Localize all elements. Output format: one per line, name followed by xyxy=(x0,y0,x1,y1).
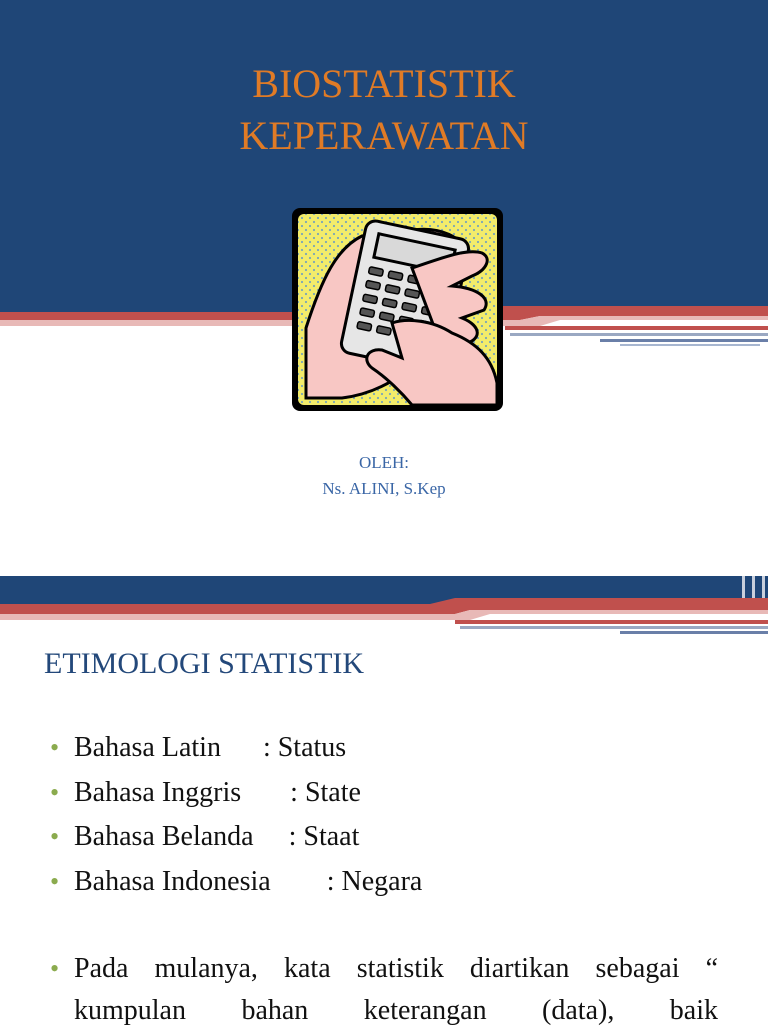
slide-title xyxy=(0,58,768,162)
paragraph-item xyxy=(50,948,718,1032)
decorative-stripes xyxy=(0,576,768,636)
description-paragraph xyxy=(50,948,718,1032)
slide-title-line-1: BIOSTATISTIK xyxy=(252,61,516,106)
list-item: • Bahasa Inggris : State xyxy=(50,771,720,816)
author-label: OLEH: xyxy=(358,453,410,472)
list-item: • Bahasa Belanda : Staat xyxy=(50,815,720,860)
calculator-in-hands-icon xyxy=(292,208,503,411)
author-block xyxy=(0,450,768,502)
paragraph-line-1: Pada mulanya, kata statistik diartikan sebagai xyxy=(74,953,680,984)
list-item: • Bahasa Latin : Status xyxy=(50,726,720,771)
etymology-list xyxy=(50,726,720,904)
paragraph-line-2: “ kumpulan bahan keterangan (data), baik xyxy=(74,953,719,1026)
slide-title-line-2: KEPERAWATAN xyxy=(239,113,529,158)
section-heading: ETIMOLOGI STATISTIK xyxy=(44,647,365,680)
author-name: Ns. ALINI, S.Kep xyxy=(322,479,446,498)
content-slide xyxy=(0,576,768,1024)
list-item: • Bahasa Indonesia : Negara xyxy=(50,860,720,905)
